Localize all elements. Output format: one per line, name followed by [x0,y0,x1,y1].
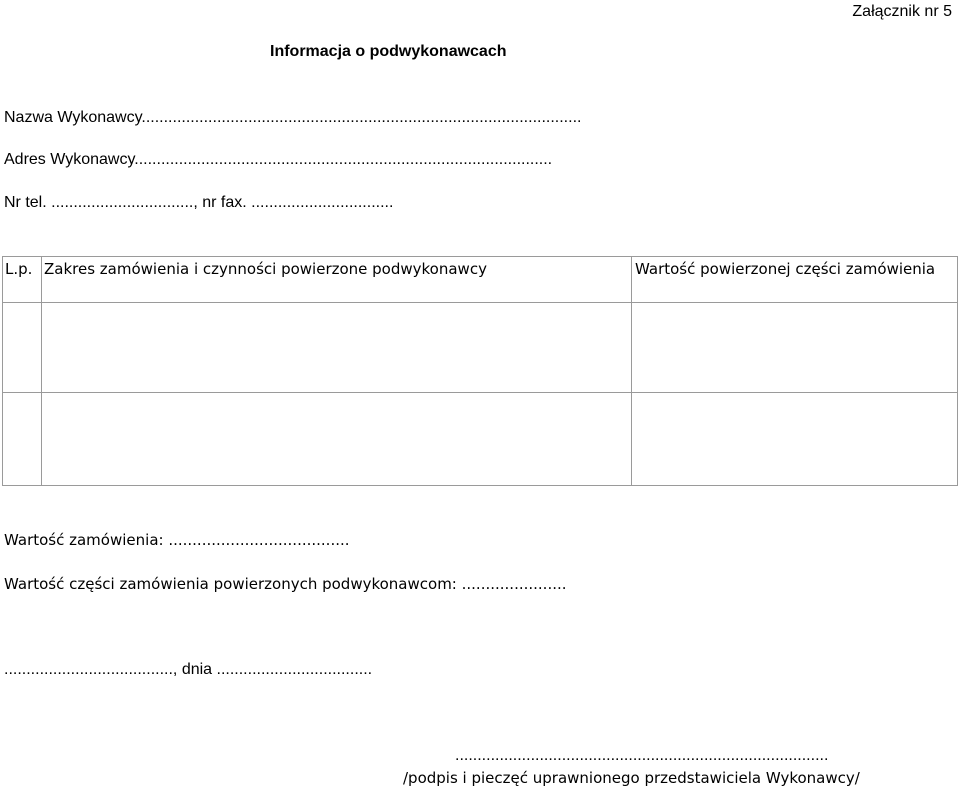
column-header-value: Wartość powierzonej części zamówienia [635,260,936,278]
signature-line: .................................................................................... [455,747,829,764]
annex-number: Załącznik nr 5 [852,3,952,20]
subcontract-value-field: Wartość części zamówienia powierzonych podwykonawcom: ...................... [4,575,567,593]
order-value-field: Wartość zamówienia: ...................................... [4,531,350,549]
contractor-name-field: Nazwa Wykonawcy................................................................................................... [4,109,582,126]
table-row [3,393,957,485]
contractor-phone-fax-field: Nr tel. ................................, nr fax. ................................ [4,194,394,211]
document-title: Informacja o podwykonawcach [270,43,507,60]
signature-caption: /podpis i pieczęć uprawnionego przedstawiciela Wykonawcy/ [403,769,860,787]
subcontractors-table [2,256,958,486]
contractor-address-field: Adres Wykonawcy.............................................................................................. [4,151,553,168]
column-header-lp: L.p. [5,260,33,278]
table-row [3,303,957,392]
column-header-scope: Zakres zamówienia i czynności powierzone podwykonawcy [44,260,487,278]
place-date-field: ......................................, dnia ................................... [4,661,373,678]
